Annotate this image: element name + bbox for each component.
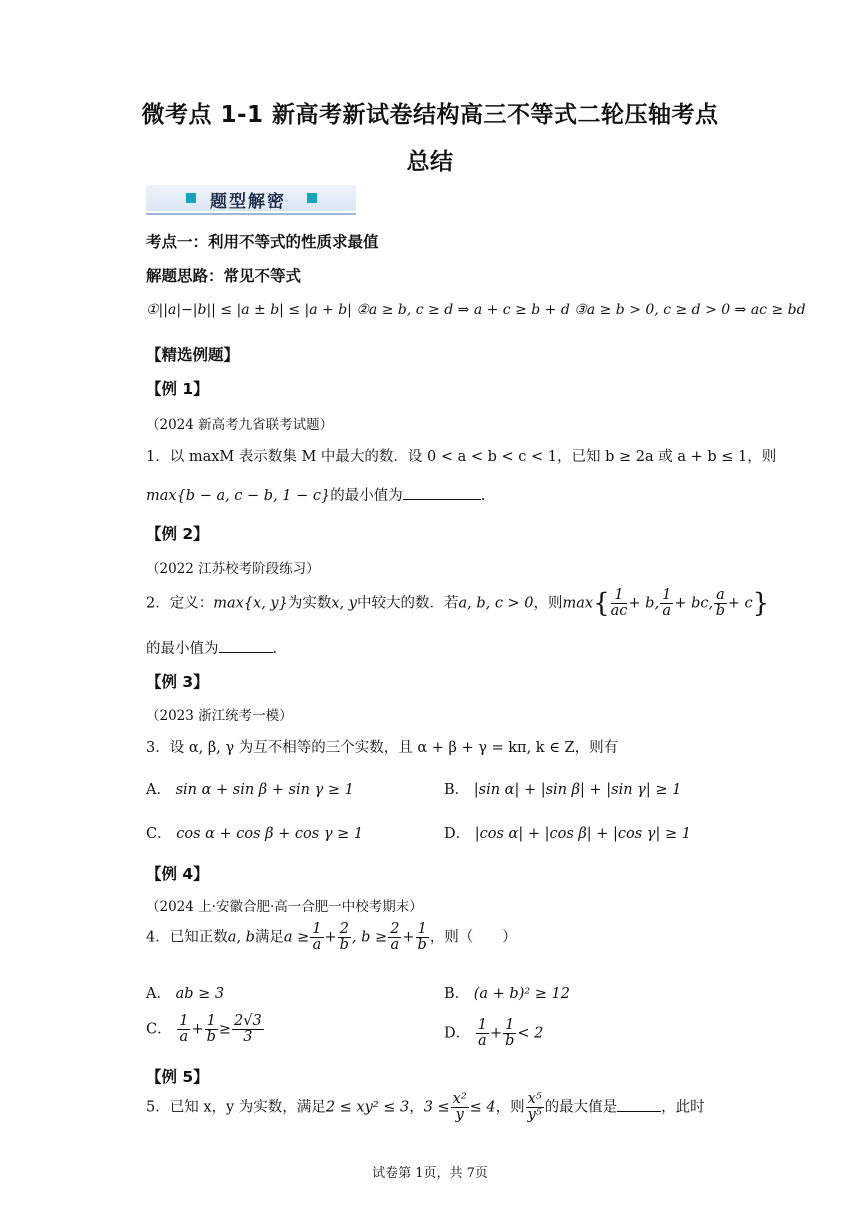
example-4-label: 【例 4】 [146, 865, 209, 883]
square-bullet-icon [307, 193, 317, 203]
section-heading: 考点一：利用不等式的性质求最值 [146, 233, 379, 251]
example-5-question: 5．已知 x，y 为实数，满足2 ≤ xy² ≤ 3，3 ≤ $\frac{\text{x²}}{y}$ ≤ 4，则 $\frac{\text{x⁵}}{\text{y⁵}}$ 的最大值是 ，此时 [146, 1091, 705, 1124]
solution-idea: 解题思路：常见不等式 [146, 267, 302, 285]
option-c: C． $\frac{1}{a}$ + $\frac{1}{b}$ ≥ $\frac{2√3}{3}$ [146, 1013, 262, 1046]
answer-blank [617, 1110, 661, 1112]
example-3-question: 3．设 α, β, γ 为互不相等的三个实数，且 α + β + γ = kπ, k ∈ Z，则有 [146, 740, 619, 756]
example-1-source: （2024 新高考九省联考试题） [146, 417, 334, 433]
formula-2: ②a ≥ b, c ≥ d ⇒ a + c ≥ b + d [356, 302, 570, 318]
example-1-question-cont: max{b − a, c − b, 1 − c}的最小值为 . [146, 488, 486, 504]
option-d: D． $\frac{1}{a}$ + $\frac{1}{b}$ < 2 [444, 1017, 544, 1050]
example-3-label: 【例 3】 [146, 673, 209, 691]
square-bullet-icon [186, 193, 196, 203]
page-title-line2: 总结 [406, 149, 454, 175]
section-banner [146, 185, 356, 215]
page-title: 微考点 1-1 新高考新试卷结构高三不等式二轮压轴考点 [141, 102, 719, 128]
example-1-question: 1．以 maxM 表示数集 M 中最大的数．设 0 < a < b < c < 1，已知 b ≥ 2a 或 a + b ≤ 1，则 [146, 449, 777, 465]
example-2-question: 2．定义：max{x, y}为实数x, y中较大的数．若a, b, c > 0，则max{ $\frac{1}{ac}$ + b, $\frac{1}{a}$ + bc, $\frac{a}{b}$ + c} [146, 587, 770, 620]
answer-blank [219, 651, 273, 653]
answer-blank [403, 498, 481, 500]
example-1-label: 【例 1】 [146, 380, 209, 398]
option-a: A． ab ≥ 3 [146, 986, 225, 1002]
option-c: C． cos α + cos β + cos γ ≥ 1 [146, 826, 364, 842]
banner-label: 题型解密 [210, 192, 286, 212]
example-2-source: （2022 江苏校考阶段练习） [146, 561, 320, 577]
formula-3: ③a ≥ b > 0, c ≥ d > 0 ⇒ ac ≥ bd [574, 302, 806, 318]
page-footer: 试卷第 1页，共 7页 [372, 1166, 488, 1181]
option-d: D． |cos α| + |cos β| + |cos γ| ≥ 1 [444, 826, 691, 842]
example-2-label: 【例 2】 [146, 525, 209, 543]
option-a: A． sin α + sin β + sin γ ≥ 1 [146, 782, 354, 798]
examples-heading: 【精选例题】 [146, 346, 240, 364]
example-5-label: 【例 5】 [146, 1068, 209, 1086]
formula-line [146, 302, 806, 318]
example-4-source: （2024 上·安徽合肥·高一合肥一中校考期末） [146, 899, 423, 915]
max-expression: max{b − a, c − b, 1 − c} [146, 488, 331, 504]
option-b: B． (a + b)² ≥ 12 [444, 986, 571, 1002]
option-b: B． |sin α| + |sin β| + |sin γ| ≥ 1 [444, 782, 682, 798]
example-3-source: （2023 浙江统考一模） [146, 708, 293, 724]
example-2-question-cont: 的最小值为 . [146, 641, 278, 657]
formula-1: ①||a|−|b|| ≤ |a ± b| ≤ |a + b| [146, 302, 352, 318]
example-4-question: 4．已知正数a, b满足a ≥ $\frac{1}{a}$ + $\frac{2}{b}$ , b ≥ $\frac{2}{a}$ + $\frac{1}{b}$ ，则（ ） [146, 921, 517, 954]
